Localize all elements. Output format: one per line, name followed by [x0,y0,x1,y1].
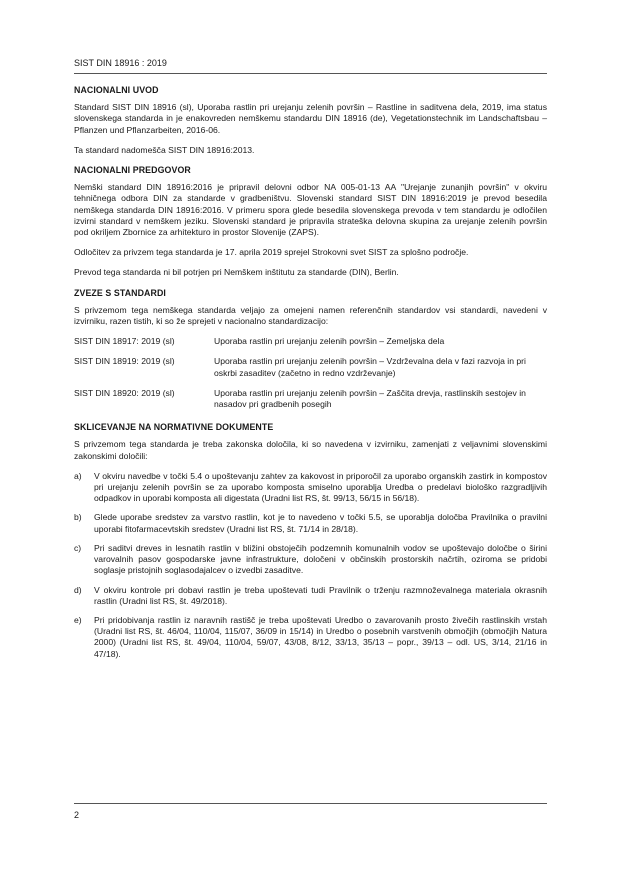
document-body [74,85,547,668]
list-item [74,471,547,505]
table-row [74,356,547,387]
footer-divider [74,803,547,804]
list-item-text: V okviru navedbe v točki 5.4 o upoštevanju zahtev za kakovost in priporočil za uporabo organskih zastirk in kompostov pri urejanju zelenih površin se za uporabo komposta smiselno uporablja Uredba o predelavi biološko razgradljivih odpadkov in uporabi komposta ali digestata (Uradni list RS, št. 99/13, 56/15 in 56/18). [94,470,547,504]
list-item [74,512,547,534]
document-page [74,0,547,877]
table-row [74,388,547,419]
paragraph-uvod-1: Standard SIST DIN 18916 (sl), Uporaba rastlin pri urejanju zelenih površin – Rastline in saditvena dela, 2019, ima status slovenskega standarda in je enakovreden nemškemu standardu DIN 18916 (de), Vegetationstechnik im Landschaftsbau – Pflanzen und Pflanzarbeiten, 2016-06. [74,102,547,135]
standard-title: Uporaba rastlin pri urejanju zelenih površin – Zemeljska dela [214,336,445,347]
header-divider [74,73,547,74]
heading-nacionalni-predgovor: NACIONALNI PREDGOVOR [74,165,191,176]
list-item-text: V okviru kontrole pri dobavi rastlin je treba upoštevati tudi Pravilnik o trženju razmnoževalnega materiala okrasnih rastlin (Uradni list RS, št. 49/2018). [94,584,547,606]
list-item-text: Glede uporabe sredstev za varstvo rastlin, kot je to navedeno v točki 5.5, se uporablja določba Pravilnika o pravilni uporabi fitofarmacevtskih sredstev (Uradni list RS, št. 71/14 in 28/18). [94,512,547,534]
standard-code: SIST DIN 18920: 2019 (sl) [74,387,175,398]
list-item-text: Pri pridobivanja rastlin iz naravnih rastišč je treba upoštevati Uredbo o zavarovanih prosto živečih rastlinskih vrstah (Uradni list RS, št. 46/04, 110/04, 115/07, 36/09 in 15/14) in Uredbo o posebnih varstvenih območjih (območjih Natura 2000) (Uradni list RS, št. 49/04, 110/04, 59/07, 43/08, 8/12, 33/13, 35/13 – popr., 39/13 – odl. US, 3/14, 21/16 in 47/18). [94,614,547,659]
standard-code: SIST DIN 18919: 2019 (sl) [74,356,175,367]
heading-sklicevanje: SKLICEVANJE NA NORMATIVNE DOKUMENTE [74,422,274,433]
paragraph-sklicevanje-intro: S privzemom tega standarda je treba zakonska določila, ki so navedena v izvirniku, zamenjati z veljavnimi slovenskimi zakonskimi določili: [74,439,547,461]
document-header-title: SIST DIN 18916 : 2019 [74,58,167,68]
list-item [74,615,547,660]
list-item [74,585,547,607]
standard-code: SIST DIN 18917: 2019 (sl) [74,336,175,347]
heading-nacionalni-uvod: NACIONALNI UVOD [74,85,159,95]
list-marker: c) [74,542,82,553]
list-marker: a) [74,470,82,481]
standard-title: Uporaba rastlin pri urejanju zelenih površin – Vzdrževalna dela v fazi razvoja in pri oskrbi zasaditev (začetno in redno vzdrževanje) [214,356,526,378]
list-marker: e) [74,614,82,625]
page-number: 2 [74,810,80,820]
list-marker: b) [74,512,82,523]
table-row [74,336,547,356]
list-marker: d) [74,584,82,595]
paragraph-predgovor-1: Nemški standard DIN 18916:2016 je pripravil delovni odbor NA 005-01-13 AA "Urejanje zunanjih površin" v okviru tehničnega odbora DIN za standarde v gradbeništvu. Slovenski standard SIST DIN 18916:2019 je prevod besedila nemškega standarda DIN 18916:2016. V primeru spora glede besedila slovenskega prevoda v tem standardu je odločilen izvirni standard v nemškem jeziku. Slovenski standard je pripravila strateška delovna skupina za urejanje zelenih površin pod okriljem Zbornice za arhitekturo in prostor Slovenije (ZAPS). [74,182,547,238]
paragraph-predgovor-2: Odločitev za privzem tega standarda je 17. aprila 2019 sprejel Strokovni svet SIST za splošno področje. [74,247,469,258]
list-item-text: Pri saditvi dreves in lesnatih rastlin v bližini obstoječih podzemnih komunalnih vodov se upoštevajo določbe o širini varovalnih pasov gospodarske javne infrastrukture, določeni v občinskih prostorskih načrtih, oziroma se pridobi soglasje pristojnih soglasodajalcev o izvedbi zasaditve. [94,542,547,576]
normative-references-list [74,471,547,660]
list-item [74,543,547,577]
paragraph-uvod-2: Ta standard nadomešča SIST DIN 18916:2013. [74,144,255,155]
paragraph-predgovor-3: Prevod tega standarda ni bil potrjen pri Nemškem inštitutu za standarde (DIN), Berlin. [74,267,399,278]
heading-zveze-s-standardi: ZVEZE S STANDARDI [74,287,166,298]
standard-title: Uporaba rastlin pri urejanju zelenih površin – Zaščita drevja, rastlinskih sestojev in nasadov pri gradbenih posegih [214,387,526,410]
paragraph-zveze-intro: S privzemom tega nemškega standarda veljajo za omejeni namen referenčnih standardov vsi standardi, navedeni v izvirniku, razen tistih, ki so že sprejeti v nacionalno standardizacijo: [74,304,547,327]
standards-table [74,336,547,419]
